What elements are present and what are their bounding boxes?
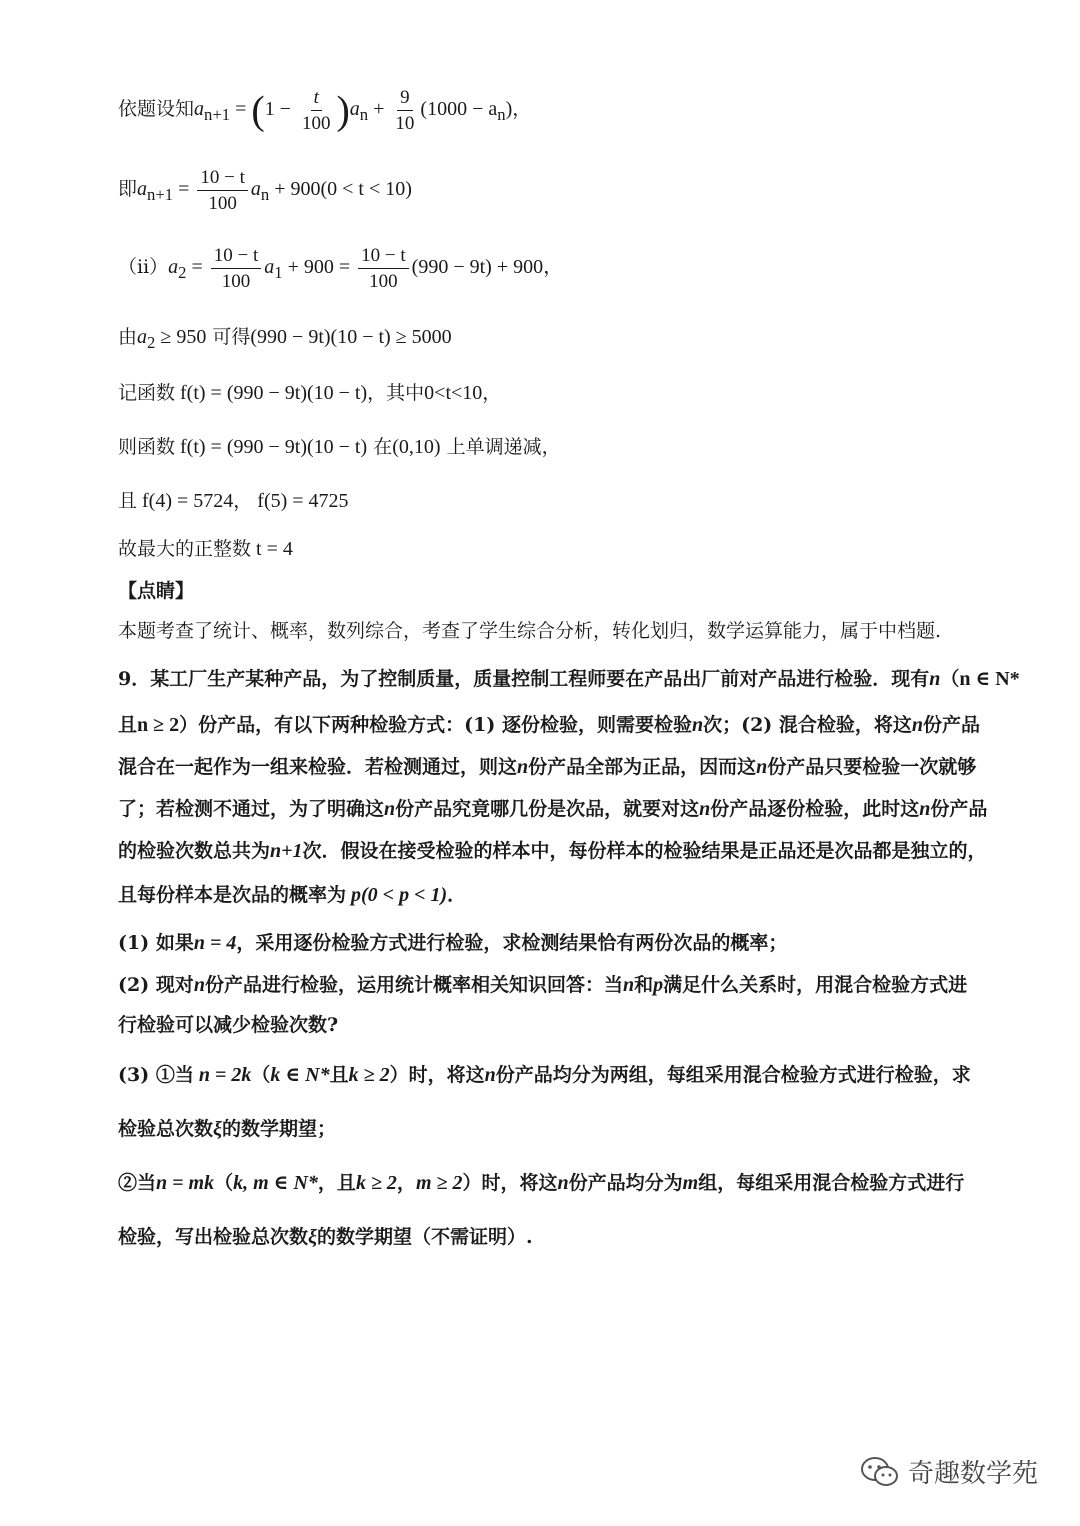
fraction-numerator: 9 bbox=[397, 88, 413, 111]
text-segment: 记函数 bbox=[118, 382, 176, 404]
paren: ) bbox=[336, 87, 350, 133]
fraction bbox=[358, 246, 409, 291]
text-segment: 9．某工厂生产某种产品，为了控制质量，质量控制工程师要在产品出厂前对产品进行检验．现有 bbox=[118, 668, 930, 690]
text-segment: 次；(2) 混合检验，将这 bbox=[703, 714, 912, 736]
math-var: a bbox=[137, 178, 148, 200]
inequality-line bbox=[118, 322, 970, 358]
math-var: n bbox=[911, 714, 924, 736]
math-var: n bbox=[622, 974, 635, 996]
monotonic-line bbox=[118, 432, 970, 462]
fraction-numerator: 10 − t bbox=[197, 168, 248, 191]
math-expr: (0,10) bbox=[392, 436, 441, 458]
math-sub: n bbox=[260, 185, 270, 204]
math-expr: n = mk bbox=[156, 1172, 215, 1194]
math-var: n bbox=[384, 798, 396, 820]
math-expr: n = 2k bbox=[193, 1064, 252, 1086]
fraction bbox=[392, 88, 417, 133]
math-expr: (990 − 9t) + 900， bbox=[411, 256, 564, 278]
text-segment: 满足什么关系时，用混合检验方式进 bbox=[663, 974, 968, 996]
math-expr: ≥ 950 bbox=[155, 326, 207, 348]
text-segment: 份产品 bbox=[923, 714, 981, 736]
math-var: ξ bbox=[308, 1226, 317, 1248]
math-expr: n+1 bbox=[270, 840, 303, 862]
math-sub: 1 bbox=[274, 263, 283, 282]
math-expr: n ≥ 2 bbox=[137, 714, 180, 736]
text-segment: 且 bbox=[118, 714, 138, 736]
watermark-text: 奇趣数学苑 bbox=[908, 1459, 1039, 1489]
math-var: ξ bbox=[213, 1118, 222, 1140]
fraction bbox=[197, 168, 248, 213]
text-segment: 组，每组采用混合检验方式进行 bbox=[698, 1172, 965, 1194]
fraction-numerator: t bbox=[311, 88, 322, 111]
text-segment: 且 bbox=[329, 1064, 349, 1086]
question-9-part-2-cont bbox=[118, 1010, 970, 1040]
text-segment: 可得 bbox=[206, 326, 251, 348]
question-9-part-3a-cont bbox=[118, 1114, 970, 1144]
text-segment: ，其中 bbox=[367, 382, 425, 404]
math-op: = bbox=[230, 98, 252, 120]
text-segment: 由 bbox=[118, 326, 138, 348]
paren: ( bbox=[251, 87, 265, 133]
fraction bbox=[299, 88, 334, 133]
text-segment: 的数学期望； bbox=[222, 1118, 337, 1140]
math-expr: m ≥ 2 bbox=[415, 1172, 463, 1194]
text-segment: 即 bbox=[118, 178, 138, 200]
text-segment: ． bbox=[447, 884, 467, 906]
watermark bbox=[860, 1453, 1038, 1490]
fraction-denominator: 100 bbox=[221, 270, 251, 292]
text-segment: 上单调递减， bbox=[440, 436, 561, 458]
text-segment: ， bbox=[396, 1172, 416, 1194]
text-segment: 份产品逐份检验，此时这 bbox=[710, 798, 920, 820]
math-expr: + 900 = bbox=[282, 256, 356, 278]
text-segment: （ⅱ） bbox=[118, 256, 169, 278]
math-expr: (1000 − a bbox=[420, 98, 498, 120]
text-segment: 份产品均分为 bbox=[568, 1172, 683, 1194]
math-sub: 2 bbox=[147, 333, 156, 352]
question-9-line-1 bbox=[118, 664, 1020, 694]
function-def-line bbox=[118, 378, 970, 408]
math-expr: f(t) = (990 − 9t)(10 − t) bbox=[175, 382, 368, 404]
text-segment: 的检验次数总共为 bbox=[118, 840, 271, 862]
math-expr: f(5) = 4725 bbox=[252, 490, 349, 512]
math-expr: (990 − 9t)(10 − t) ≥ 5000 bbox=[250, 326, 452, 348]
math-var: n bbox=[484, 1064, 496, 1086]
fraction bbox=[211, 246, 262, 291]
math-var: a bbox=[168, 256, 179, 278]
math-expr: 0<t<10 bbox=[424, 382, 483, 404]
text-segment: ）时，将这 bbox=[462, 1172, 558, 1194]
values-line bbox=[118, 486, 970, 516]
text-segment: ）份产品，有以下两种检验方式：(1) 逐份检验，则需要检验 bbox=[179, 714, 692, 736]
math-expr: f(t) = (990 − 9t)(10 − t) bbox=[175, 436, 368, 458]
comment-line bbox=[118, 616, 970, 646]
question-9-line-5 bbox=[118, 836, 987, 866]
equation-a2 bbox=[118, 244, 970, 296]
math-sub: n bbox=[497, 105, 506, 124]
text-segment: 且每份样本是次品的概率为 bbox=[118, 884, 347, 906]
math-sub: n bbox=[359, 105, 369, 124]
equation-recurrence bbox=[118, 86, 970, 138]
fraction-numerator: 10 − t bbox=[211, 246, 262, 269]
text-segment: (2) 现对 bbox=[118, 974, 194, 996]
text-segment: 本题考查了统计、概率，数列综合，考查了学生综合分析，转化划归，数学运算能力，属于中档题. bbox=[118, 620, 942, 642]
math-expr: + 900(0 < t < 10) bbox=[269, 178, 412, 200]
question-9-line-2 bbox=[118, 710, 981, 740]
math-op: + bbox=[368, 98, 390, 120]
text-segment: 份产品只要检验一次就够 bbox=[767, 756, 977, 778]
math-var: a bbox=[137, 326, 148, 348]
text-segment: ，且 bbox=[317, 1172, 356, 1194]
question-9-part-2 bbox=[118, 970, 970, 1000]
text-segment: ， bbox=[233, 490, 253, 512]
text-segment: 份产品 bbox=[930, 798, 988, 820]
text-segment: ②当 bbox=[118, 1172, 157, 1194]
text-segment: 和 bbox=[634, 974, 654, 996]
math-var: n bbox=[691, 714, 704, 736]
text-segment: (1) 如果 bbox=[118, 932, 194, 954]
text-segment: 混合在一起作为一组来检验．若检测通过，则这 bbox=[118, 756, 518, 778]
heading-text: 【点睛】 bbox=[118, 580, 195, 602]
section-heading bbox=[118, 576, 970, 606]
question-9-part-3b-cont bbox=[118, 1222, 970, 1252]
math-var: n bbox=[517, 756, 529, 778]
text-segment: 行检验可以减少检验次数? bbox=[118, 1014, 339, 1036]
text-segment: 依题设知 bbox=[118, 98, 195, 120]
text-segment: ，采用逐份检验方式进行检验，求检测结果恰有两份次品的概率； bbox=[236, 932, 788, 954]
text-segment: （ bbox=[940, 668, 960, 690]
math-sub: n+1 bbox=[147, 185, 174, 204]
text-segment: 次．假设在接受检验的样本中，每份样本的检验结果是正品还是次品都是独立的， bbox=[302, 840, 987, 862]
math-var: n bbox=[193, 974, 205, 996]
text-segment: 检验总次数 bbox=[118, 1118, 214, 1140]
punctuation: ， bbox=[512, 98, 532, 120]
math-sub: 2 bbox=[178, 263, 187, 282]
math-expr: n = 4 bbox=[193, 932, 237, 954]
text-segment: ）时，将这 bbox=[389, 1064, 485, 1086]
math-sub: n+1 bbox=[204, 105, 231, 124]
text-segment: ， bbox=[482, 382, 502, 404]
math-var: n bbox=[919, 798, 931, 820]
math-expr: k ≥ 2 bbox=[348, 1064, 390, 1086]
fraction-denominator: 100 bbox=[208, 192, 237, 214]
question-9-part-1 bbox=[118, 928, 970, 958]
text-segment: 份产品究竟哪几份是次品，就要对这 bbox=[395, 798, 700, 820]
text-segment: 检验，写出检验总次数 bbox=[118, 1226, 309, 1248]
fraction-numerator: 10 − t bbox=[358, 246, 409, 269]
math-var: a bbox=[349, 98, 360, 120]
question-9-line-6 bbox=[118, 880, 970, 910]
text-segment: 在 bbox=[367, 436, 393, 458]
text-segment: （ bbox=[251, 1064, 271, 1086]
text-segment: 份产品均分为两组，每组采用混合检验方式进行检验，求 bbox=[495, 1064, 971, 1086]
conclusion-line bbox=[118, 534, 970, 564]
math-var: a bbox=[194, 98, 205, 120]
math-op: = bbox=[186, 256, 208, 278]
wechat-icon bbox=[860, 1455, 900, 1489]
question-9-part-3b bbox=[118, 1168, 970, 1198]
question-9-line-4 bbox=[118, 794, 988, 824]
text-segment: 的数学期望（不需证明）. bbox=[317, 1226, 533, 1248]
text-segment: 份产品进行检验，运用统计概率相关知识回答：当 bbox=[204, 974, 623, 996]
math-var: p bbox=[653, 974, 664, 996]
math-op: ) bbox=[505, 98, 513, 120]
text-segment: （ bbox=[214, 1172, 234, 1194]
math-var: m bbox=[682, 1172, 699, 1194]
math-expr: n ∈ N* bbox=[959, 668, 1020, 690]
text-segment: 故最大的正整数 bbox=[118, 538, 252, 560]
equation-simplified bbox=[118, 166, 970, 218]
math-expr: f(4) = 5724 bbox=[137, 490, 234, 512]
math-var: n bbox=[756, 756, 768, 778]
math-var: a bbox=[250, 178, 261, 200]
math-expr: t = 4 bbox=[251, 538, 293, 560]
math-expr: k, m ∈ N* bbox=[233, 1172, 318, 1194]
text-segment: (3) ①当 bbox=[118, 1064, 194, 1086]
fraction-denominator: 100 bbox=[301, 112, 331, 134]
text-segment: 份产品全部为正品，因而这 bbox=[528, 756, 757, 778]
math-var: a bbox=[264, 256, 275, 278]
math-op: = bbox=[173, 178, 195, 200]
question-9-line-3 bbox=[118, 752, 977, 782]
math-var: n bbox=[699, 798, 711, 820]
fraction-denominator: 10 bbox=[395, 112, 415, 134]
math-var: n bbox=[929, 668, 941, 690]
math-expr: k ≥ 2 bbox=[355, 1172, 397, 1194]
math-var: n bbox=[557, 1172, 569, 1194]
fraction-denominator: 100 bbox=[369, 270, 398, 292]
text-segment: 且 bbox=[118, 490, 138, 512]
text-segment: 则函数 bbox=[118, 436, 176, 458]
math-op: 1 − bbox=[264, 98, 296, 120]
math-expr: k ∈ N* bbox=[270, 1064, 330, 1086]
text-segment: 了；若检测不通过，为了明确这 bbox=[118, 798, 385, 820]
math-expr: p(0 < p < 1) bbox=[346, 884, 448, 906]
question-9-part-3a bbox=[118, 1060, 970, 1090]
